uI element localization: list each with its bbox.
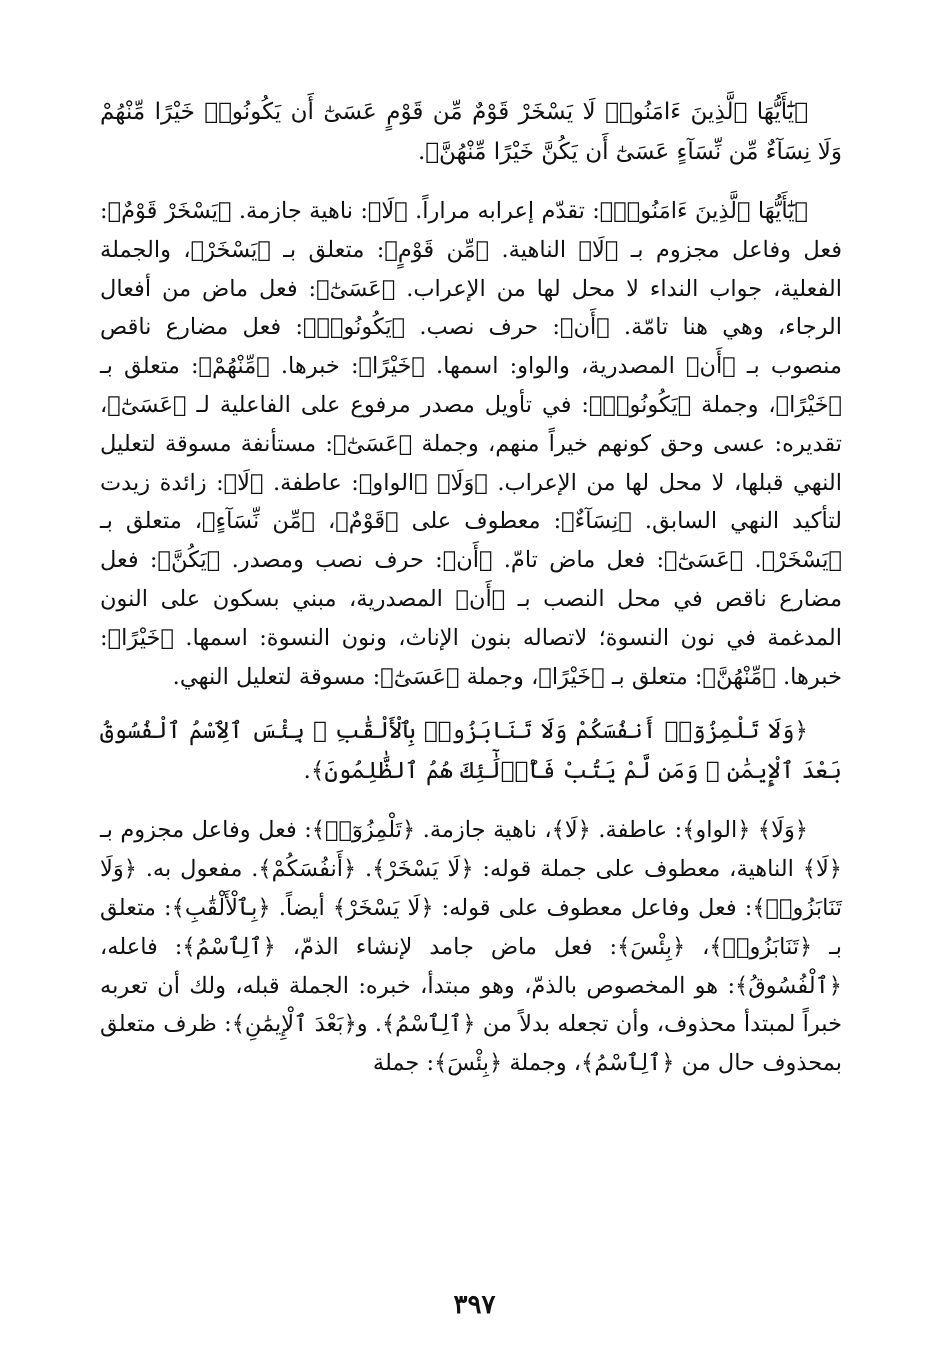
page-number: ٣٩٧ [453,1290,496,1320]
grammar-analysis: ﴿وَلَا﴾ ﴿الواو﴾: عاطفة. ﴿لَا﴾، ناهية جازمة. ﴿تَلْمِزُوٓا۟﴾: فعل وفاعل مجزوم بـ ﴿لَا﴾ الناهية، معطوف على جملة قوله: ﴿لَا يَسْخَرْ﴾. ﴿أَنفُسَكُمْ﴾. مفعول به. ﴿وَلَا تَنَابَزُوا۟﴾: فعل وفاعل معطوف على قوله: ﴿لَا يَسْخَرْ﴾ أيضاً. ﴿بِٱلْأَلْقَٰبِ﴾: متعلق بـ ﴿تَنَابَزُوا۟﴾، ﴿بِئْسَ﴾: فعل ماض جامد لإنشاء الذمّ، ﴿ٱلِٱسْمُ﴾: فاعله، ﴿ٱلْفُسُوقُ﴾: هو المخصوص بالذمّ، وهو مبتدأ، خبره: الجملة قبله، ولك أن تعربه خبراً لمبتدأ محذوف، وأن تجعله بدلاً من ﴿ٱلِٱسْمُ﴾. و﴿بَعْدَ ٱلْإِيمَٰنِ﴾: ظرف متعلق بمحذوف حال من ﴿ٱلِٱسْمُ﴾، وجملة ﴿بِئْسَ﴾: جملة [100,817,842,1077]
grammar-analysis: ﴿يَٰٓأَيُّهَا ٱلَّذِينَ ءَامَنُوا۟﴾: تقدّم إعرابه مراراً. ﴿لَا﴾: ناهية جازمة. ﴿يَسْخَرْ قَوْمٌ﴾: فعل وفاعل مجزوم بـ ﴿لَا﴾ الناهية. ﴿مِّن قَوْمٍ﴾: متعلق بـ ﴿يَسْخَرْ﴾، والجملة الفعلية، جواب النداء لا محل لها من الإعراب. ﴿عَسَىٰٓ﴾: فعل ماض من أفعال الرجاء، وهي هنا تامّة. ﴿أَن﴾: حرف نصب. ﴿يَكُونُوا۟﴾: فعل مضارع ناقص منصوب بـ ﴿أَن﴾ المصدرية، والواو: اسمها. ﴿خَيْرًا﴾: خبرها. ﴿مِّنْهُمْ﴾: متعلق بـ ﴿خَيْرًا﴾، وجملة ﴿يَكُونُوا۟﴾: في تأويل مصدر مرفوع على الفاعلية لـ ﴿عَسَىٰٓ﴾، تقديره: عسى وحق كونهم خيراً منهم، وجملة ﴿عَسَىٰٓ﴾: مستأنفة مسوقة لتعليل النهي قبلها، لا محل لها من الإعراب. ﴿وَلَا﴾ ﴿الواو﴾: عاطفة. ﴿لَا﴾: زائدة زيدت لتأكيد النهي السابق. ﴿نِسَآءٌ﴾: معطوف على ﴿قَوْمٌ﴾، ﴿مِّن نِّسَآءٍ﴾، متعلق بـ ﴿يَسْخَرْ﴾. ﴿عَسَىٰٓ﴾: فعل ماض تامّ. ﴿أَن﴾: حرف نصب ومصدر. ﴿يَكُنَّ﴾: فعل مضارع ناقص في محل النصب بـ ﴿أَن﴾ المصدرية، مبني بسكون على النون المدغمة في نون النسوة؛ لاتصاله بنون الإناث، ونون النسوة: اسمها. ﴿خَيْرًا﴾: خبرها. ﴿مِّنْهُنَّ﴾: متعلق بـ ﴿خَيْرًا﴾، وجملة ﴿عَسَىٰٓ﴾: مسوقة لتعليل النهي. [100,198,842,690]
quran-verse: ﴿وَلَا تَلْمِزُوٓا۟ أَنفُسَكُمْ وَلَا تَنَابَزُوا۟ بِٱلْأَلْقَٰبِ ۖ بِئْسَ ٱلِٱسْمُ ٱلْفُسُوقُ بَعْدَ ٱلْإِيمَٰنِ ۚ وَمَن لَّمْ يَتُبْ فَأُو۟لَٰٓئِكَ هُمُ ٱلظَّٰلِمُونَ﴾. [100,718,842,785]
quran-verse: ﴿يَٰٓأَيُّهَا ٱلَّذِينَ ءَامَنُوا۟ لَا يَسْخَرْ قَوْمٌ مِّن قَوْمٍ عَسَىٰٓ أَن يَكُونُوا۟ خَيْرًا مِّنْهُمْ وَلَا نِسَآءٌ مِّن نِّسَآءٍ عَسَىٰٓ أَن يَكُنَّ خَيْرًا مِّنْهُنَّ﴾. [100,99,842,165]
page-body [100,92,842,1098]
